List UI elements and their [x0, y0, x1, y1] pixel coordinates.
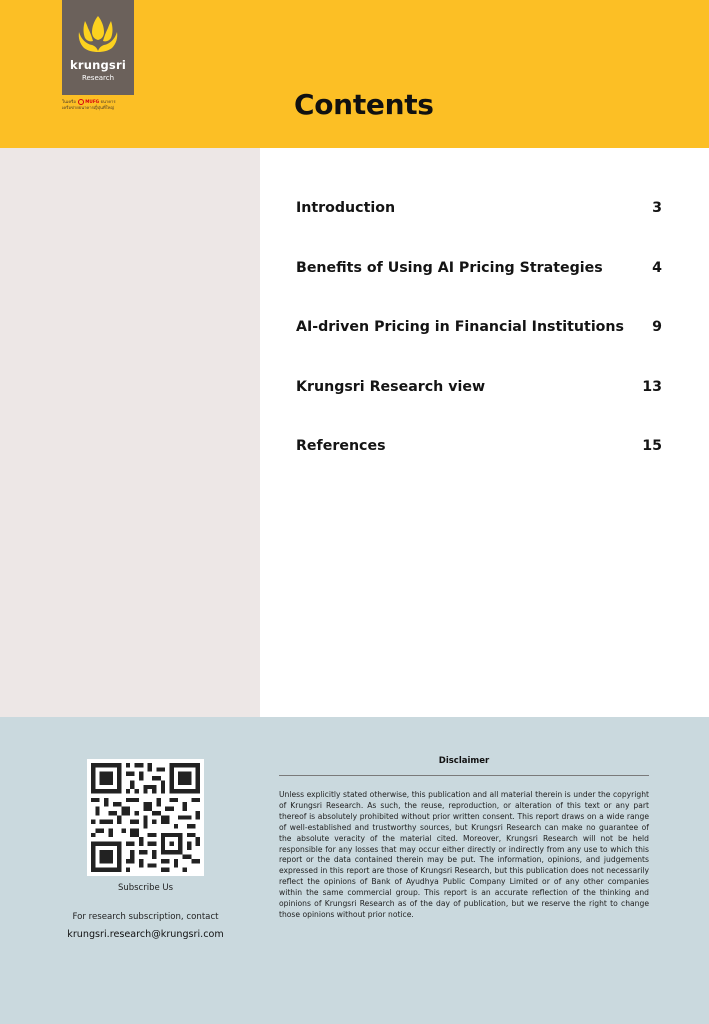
toc-item-page: 13	[642, 379, 662, 395]
krungsri-logo[interactable]	[62, 0, 134, 95]
tagline-post: ธนาคาร	[100, 99, 116, 104]
toc-item-page: 9	[652, 319, 662, 335]
left-side-panel	[0, 148, 260, 717]
tagline-pre: ในเครือ	[62, 99, 76, 104]
brand-name: krungsri	[70, 58, 126, 72]
toc-item-references[interactable]	[296, 435, 662, 457]
qr-code-graphic	[91, 763, 200, 872]
qr-code-icon[interactable]	[87, 759, 204, 876]
toc-item-title: Benefits of Using AI Pricing Strategies	[296, 260, 603, 276]
subscribe-label: Subscribe Us	[117, 883, 174, 893]
toc-item-title: AI-driven Pricing in Financial Institutions	[296, 319, 624, 335]
toc-item-research-view[interactable]	[296, 376, 662, 398]
toc-item-page: 4	[652, 260, 662, 276]
tagline-mufg: MUFG	[85, 99, 100, 104]
krungsri-emblem-icon	[75, 12, 121, 58]
brand-tagline	[62, 99, 142, 111]
toc-item-ai-driven-pricing[interactable]	[296, 316, 662, 338]
toc-item-introduction[interactable]	[296, 197, 662, 219]
disclaimer-body: Unless explicitly stated otherwise, this publication and all material therein is under the copyright of Krungsri Research. As such, the reuse, reproduction, or alteration of this text or any part thereof is absolutely prohibited without prior written consent. This report draws on a wide range of well-established and trustworthy sources, but Krungsri Research can make no guarantee of the absolute veracity of the material cited. Moreover, Krungsri Research will not be held responsible for any losses that may occur either directly or indirectly from any use to which this report or the data contained therein may be put. The information, opinions, and judgements expressed in this report are those of Krungsri Research, but this publication does not necessarily reflect the opinions of Bank of Ayudhya Public Company Limited or of any other companies within the same commercial group. This report is an accurate reflection of the thinking and opinions of Krungsri Research as of the day of publication, but we reserve the right to change those opinions without prior notice.	[279, 790, 649, 919]
page-title: Contents	[294, 88, 434, 121]
toc-item-page: 3	[652, 200, 662, 216]
toc-item-page: 15	[642, 438, 662, 454]
toc-item-title: References	[296, 438, 386, 454]
tagline-line2: เครือข่ายธนาคารญี่ปุ่นที่ใหญ่	[62, 105, 115, 110]
toc-item-title: Krungsri Research view	[296, 379, 486, 395]
contact-label: For research subscription, contact	[72, 912, 219, 922]
toc-item-benefits[interactable]	[296, 257, 662, 279]
toc-item-title: Introduction	[296, 200, 396, 216]
disclaimer-title: Disclaimer	[438, 756, 490, 766]
brand-sub: Research	[81, 74, 115, 82]
contact-email-link[interactable]: krungsri.research@krungsri.com	[67, 929, 224, 940]
disclaimer-divider	[279, 775, 649, 776]
